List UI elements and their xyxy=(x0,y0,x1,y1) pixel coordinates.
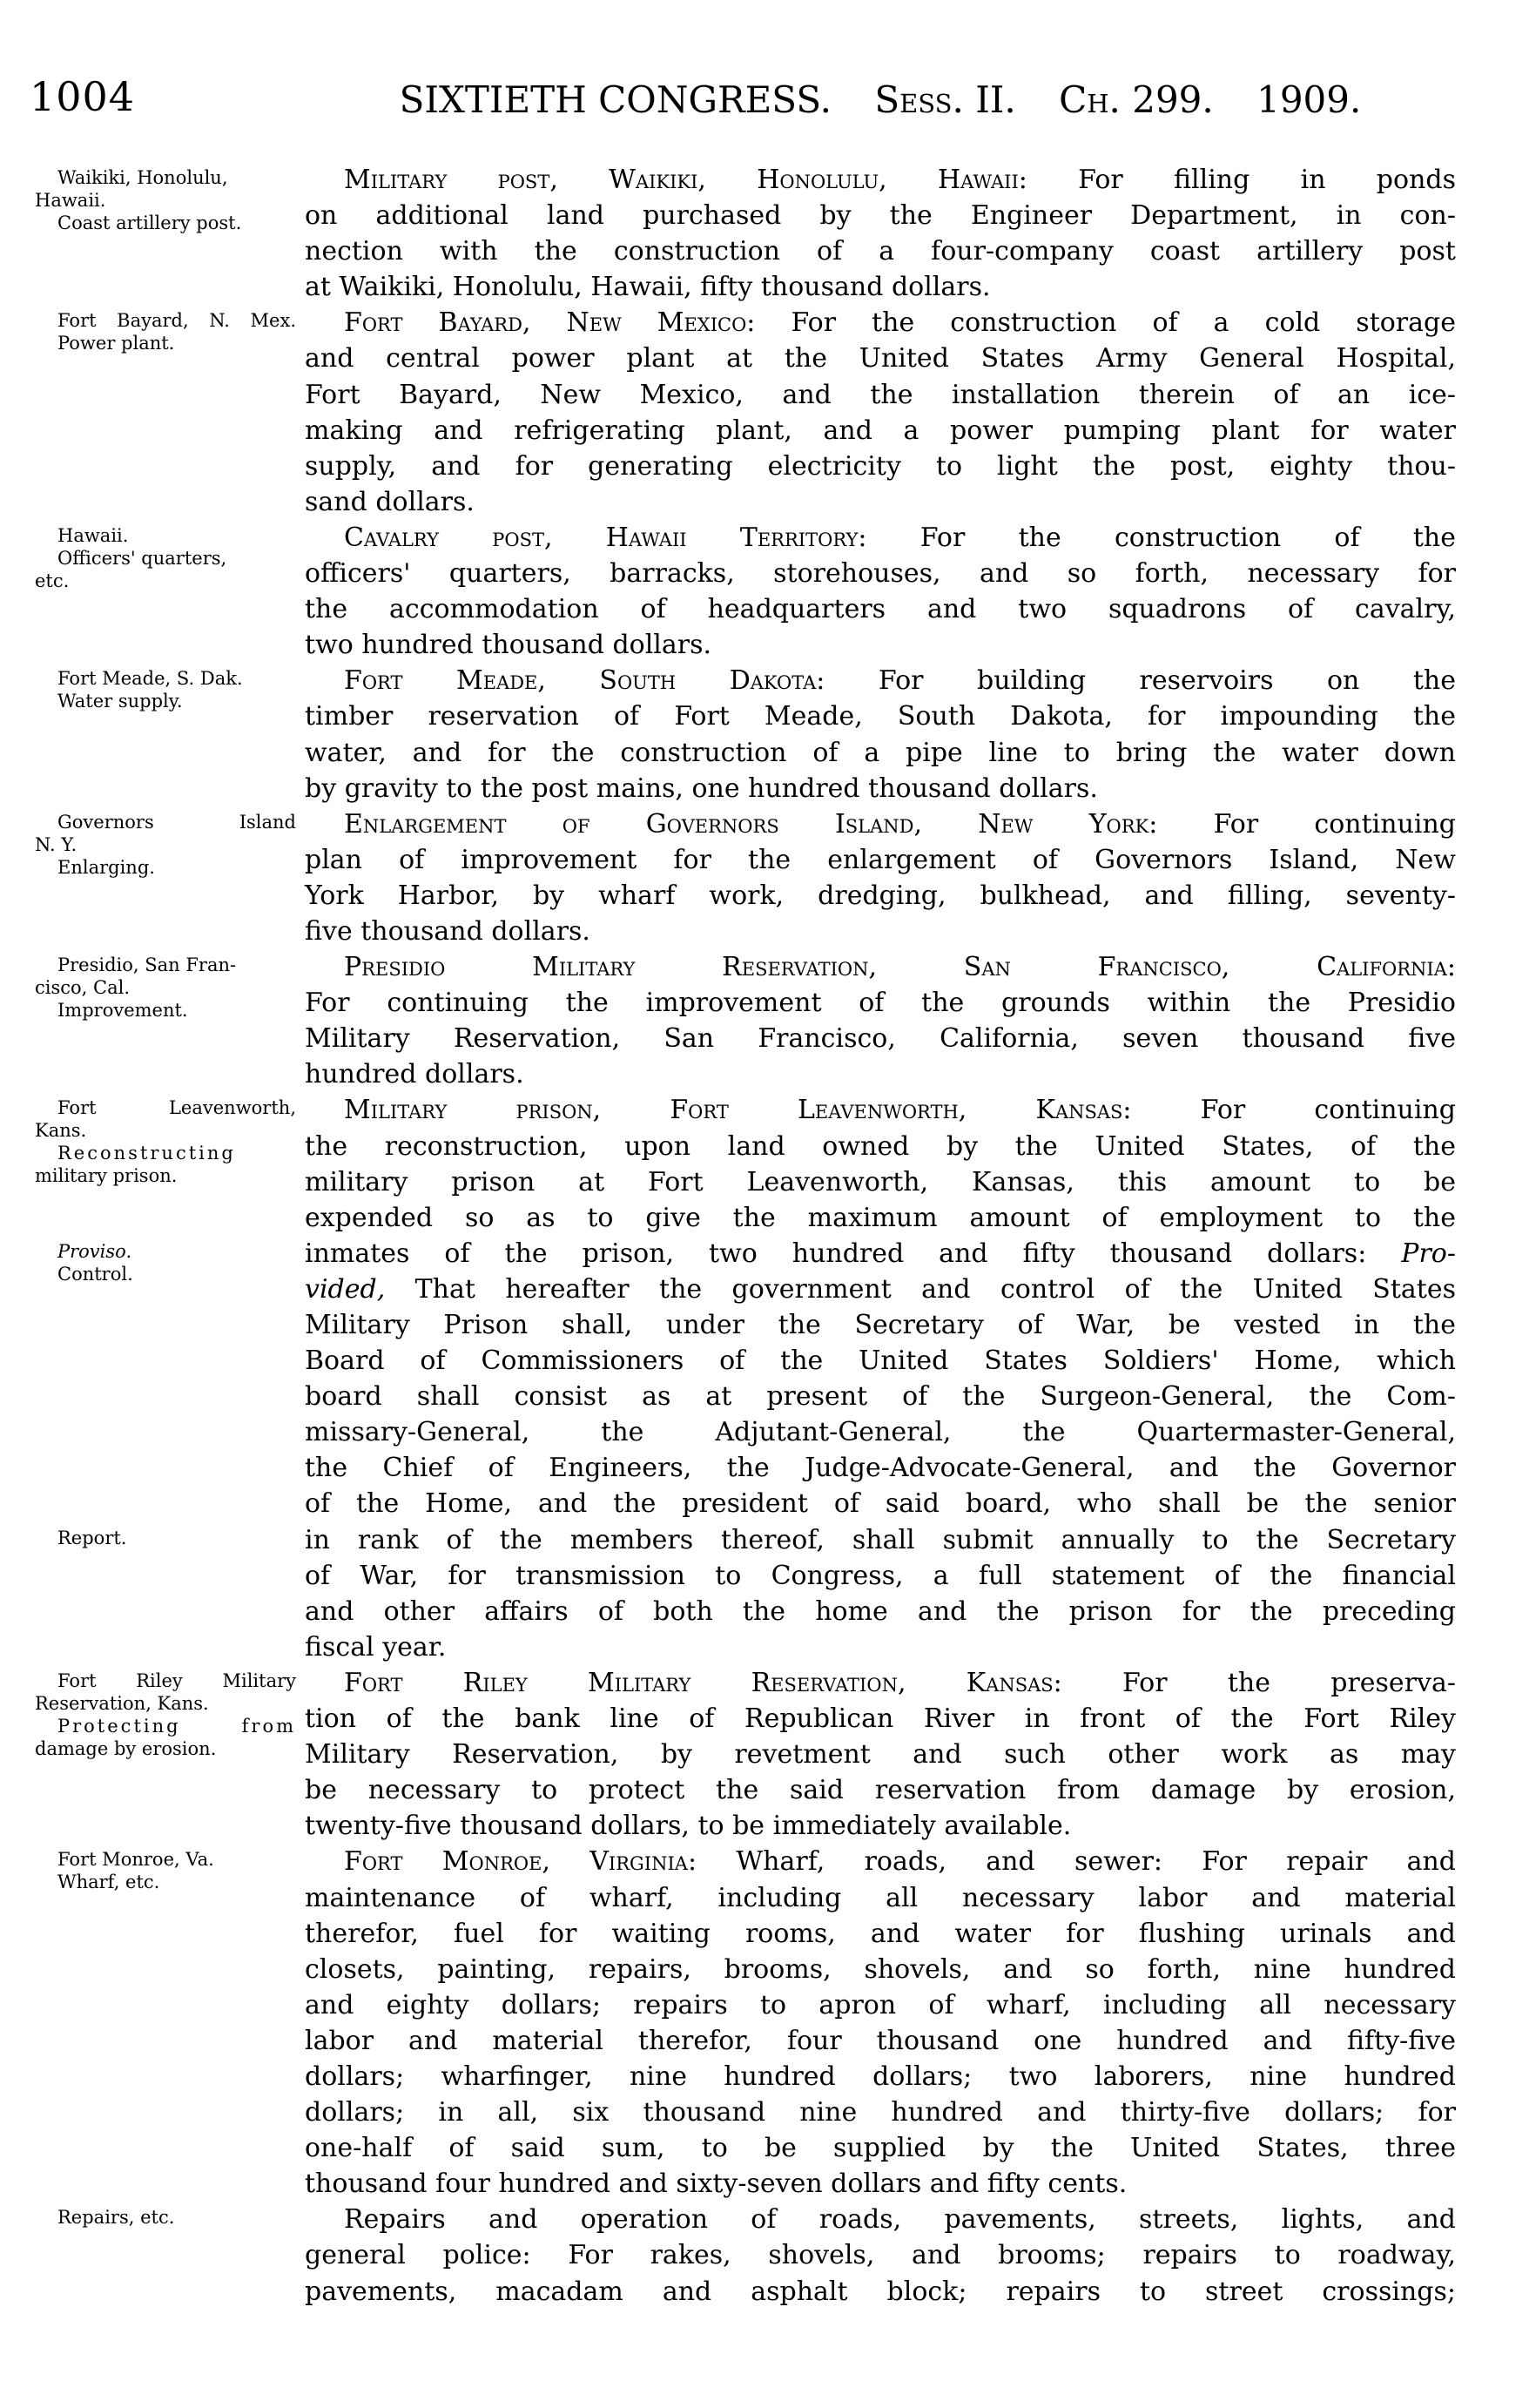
text-segment: York Harbor, by wharf work, dredging, bulkhead, and filling, seventy- xyxy=(305,880,1456,911)
margin-notes xyxy=(35,2202,296,2309)
margin-notes xyxy=(35,949,296,1092)
margin-note xyxy=(35,1142,296,1187)
body-text-line xyxy=(305,520,1456,556)
body-text-line xyxy=(305,1129,1456,1164)
statute-paragraph xyxy=(35,305,1456,520)
text-segment: by gravity to the post mains, one hundred thousand dollars. xyxy=(305,772,1098,804)
text-segment: Military Prison shall, under the Secretary of War, be vested in the xyxy=(305,1310,1456,1340)
statute-paragraph xyxy=(35,2202,1456,2309)
statute-paragraph xyxy=(35,949,1456,1092)
body-text-line xyxy=(305,1737,1456,1772)
body-text-line xyxy=(305,162,1456,198)
text-segment: five thousand dollars. xyxy=(305,915,590,947)
body-text-line xyxy=(305,591,1456,627)
body-text-line xyxy=(305,663,1456,698)
text-segment: maintenance of wharf, including all necessary labor and material xyxy=(305,1882,1456,1913)
italic-text: vided, xyxy=(305,1273,386,1305)
body-text-line xyxy=(305,305,1456,341)
margin-notes xyxy=(35,520,296,663)
margin-note xyxy=(35,1848,296,1871)
text-segment: board shall consist as at present of the Surgeon-General, the Com- xyxy=(305,1381,1456,1413)
text-segment: sand dollars. xyxy=(305,486,475,517)
margin-note xyxy=(35,1669,296,1715)
statute-paragraph xyxy=(35,520,1456,663)
body-text-line xyxy=(305,2130,1456,2166)
body-text-line xyxy=(305,1414,1456,1450)
body-text-line xyxy=(305,233,1456,269)
body-text-line xyxy=(305,1271,1456,1307)
margin-note xyxy=(35,332,296,354)
margin-note-line: N. Y. xyxy=(35,833,77,855)
margin-note-line: Wharf, etc. xyxy=(57,1872,160,1893)
paragraph-body xyxy=(305,1092,1456,1665)
header-chapter: Ch. 299. xyxy=(1059,78,1214,121)
small-caps-heading: Enlargement of Governors Island, New York: xyxy=(344,808,1158,840)
margin-notes xyxy=(35,1665,296,1844)
margin-note-line: Enlarging. xyxy=(57,856,155,878)
text-segment: at Waikiki, Honolulu, Hawaii, fifty thousand dollars. xyxy=(305,272,991,303)
text-segment: and central power plant at the United States Army General Hospital, xyxy=(305,343,1456,374)
text-segment: tion of the bank line of Republican River in front of the Fort Riley xyxy=(305,1703,1456,1735)
text-segment: general police: For rakes, shovels, and brooms; repairs to roadway, xyxy=(305,2240,1456,2271)
body-text-line xyxy=(305,198,1456,233)
text-segment: For continuing xyxy=(1157,808,1457,840)
body-text-line xyxy=(305,1594,1456,1629)
text-segment: fiscal year. xyxy=(305,1631,447,1663)
body-text-line xyxy=(305,1916,1456,1952)
body-text-line xyxy=(305,556,1456,591)
text-segment: Repairs and operation of roads, pavements, streets, lights, and xyxy=(344,2204,1456,2236)
body-text-line xyxy=(305,1522,1456,1558)
body-text-line xyxy=(305,341,1456,376)
text-segment: That hereafter the government and control of the United States xyxy=(385,1273,1456,1305)
paragraph-body xyxy=(305,520,1456,663)
text-segment: expended so as to give the maximum amount of employment to the xyxy=(305,1202,1456,1233)
body-text-line xyxy=(305,1236,1456,1271)
margin-note xyxy=(35,1096,296,1142)
body-text-line xyxy=(305,771,1456,806)
margin-note-line: cisco, Cal. xyxy=(35,977,130,999)
margin-note xyxy=(35,999,296,1022)
text-segment: Military Reservation, by revetment and such other work as may xyxy=(305,1739,1456,1771)
text-segment: of War, for transmission to Congress, a full statement of the financial xyxy=(305,1560,1456,1591)
text-segment: twenty-five thousand dollars, to be immediately available. xyxy=(305,1811,1072,1842)
text-segment: Fort Bayard, New Mexico, and the installation therein of an ice- xyxy=(305,379,1456,410)
text-segment: making and refrigerating plant, and a power pumping plant for water xyxy=(305,415,1456,446)
text-segment: be necessary to protect the said reservation from damage by erosion, xyxy=(305,1775,1456,1806)
statute-paragraph xyxy=(35,663,1456,806)
margin-note-line: Kans. xyxy=(35,1120,87,1142)
paragraph-body xyxy=(305,305,1456,520)
margin-note-line: damage by erosion. xyxy=(35,1737,217,1759)
text-segment: For building reservoirs on the xyxy=(825,665,1456,697)
body-text-line xyxy=(305,1307,1456,1343)
text-segment: two hundred thousand dollars. xyxy=(305,630,712,661)
paragraph-body xyxy=(305,949,1456,1092)
body-text-line xyxy=(305,1450,1456,1486)
margin-note-line: Hawaii. xyxy=(57,524,129,546)
paragraph-body xyxy=(305,663,1456,806)
margin-note-line: Fort Leavenworth, xyxy=(57,1097,296,1119)
paragraph-body xyxy=(305,806,1456,949)
text-segment: therefor, fuel for waiting rooms, and water for flushing urinals and xyxy=(305,1918,1456,1949)
text-segment: Military Reservation, San Francisco, California, seven thousand five xyxy=(305,1023,1456,1055)
body-text-line xyxy=(305,1164,1456,1200)
body-text-line xyxy=(305,806,1456,842)
margin-notes xyxy=(35,806,296,949)
body-text-line xyxy=(305,2166,1456,2202)
margin-note-line: Officers' quarters, xyxy=(57,547,227,569)
text-segment: labor and material therefor, four thousand one hundred and fifty-five xyxy=(305,2025,1456,2056)
text-segment: officers' quarters, barracks, storehouses, and so forth, necessary for xyxy=(305,558,1456,590)
running-header xyxy=(305,78,1456,121)
margin-note-line: military prison. xyxy=(35,1165,178,1187)
body-text-line xyxy=(305,842,1456,878)
text-segment: For the preserva- xyxy=(1061,1667,1457,1698)
margin-note-line: Power plant. xyxy=(57,333,175,354)
body-text-line xyxy=(305,2059,1456,2094)
margin-note xyxy=(35,1871,296,1893)
body-text-line xyxy=(305,2202,1456,2237)
text-segment: and other affairs of both the home and the prison for the preceding xyxy=(305,1595,1456,1627)
body-text-line xyxy=(305,735,1456,771)
text-segment: For the construction of the xyxy=(866,522,1456,553)
margin-note-line: Report. xyxy=(57,1527,127,1548)
statute-paragraph xyxy=(35,1844,1456,2202)
margin-note-line: Presidio, San Fran- xyxy=(57,954,237,976)
margin-note xyxy=(35,1240,296,1285)
margin-note-line: Repairs, etc. xyxy=(57,2207,175,2229)
text-segment: nection with the construction of a four-company coast artillery post xyxy=(305,236,1456,267)
margin-note-line: Improvement. xyxy=(57,1000,188,1022)
small-caps-heading: Fort Meade, South Dakota: xyxy=(344,665,825,697)
margin-notes xyxy=(35,663,296,806)
small-caps-heading: Fort Monroe, Virginia: xyxy=(344,1846,697,1878)
margin-note xyxy=(35,524,296,547)
small-caps-heading: Military post, Waikiki, Honolulu, Hawaii: xyxy=(344,165,1027,195)
text-segment: dollars; wharfinger, nine hundred dollars; two laborers, nine hundred xyxy=(305,2061,1456,2092)
body-text-line xyxy=(305,1021,1456,1056)
text-segment: For continuing xyxy=(1131,1095,1457,1126)
small-caps-heading: Military prison, Fort Leavenworth, Kansas: xyxy=(344,1095,1132,1126)
body-text-line xyxy=(305,2094,1456,2130)
margin-note-line: Fort Bayard, N. Mex. xyxy=(57,310,296,332)
body-text-line xyxy=(305,1629,1456,1665)
body-text-line xyxy=(305,2023,1456,2059)
small-caps-heading: Fort Riley Military Reservation, Kansas: xyxy=(344,1667,1062,1698)
body-text-line xyxy=(305,413,1456,449)
margin-note-line: Protecting from xyxy=(57,1715,296,1737)
margin-note xyxy=(35,2206,296,2229)
margin-note-line: Reservation, Kans. xyxy=(35,1692,209,1714)
paragraph-body xyxy=(305,162,1456,305)
header-year: 1909. xyxy=(1256,78,1362,121)
margin-notes xyxy=(35,162,296,305)
body-text-line xyxy=(305,985,1456,1021)
header-session: Sess. II. xyxy=(874,78,1016,121)
margin-note-line: Fort Meade, S. Dak. xyxy=(57,668,243,690)
paragraph-body xyxy=(305,2202,1456,2309)
margin-note xyxy=(35,1715,296,1760)
text-segment: thousand four hundred and sixty-seven dollars and fifty cents. xyxy=(305,2169,1128,2200)
body-text-line xyxy=(305,698,1456,734)
text-segment: the Chief of Engineers, the Judge-Advocate-General, and the Governor xyxy=(305,1453,1456,1484)
text-segment: Wharf, roads, and sewer: For repair and xyxy=(697,1846,1456,1878)
body-text-line xyxy=(305,1665,1456,1701)
text-segment: the accommodation of headquarters and two squadrons of cavalry, xyxy=(305,594,1456,625)
text-segment: on additional land purchased by the Engineer Department, in con- xyxy=(305,200,1456,232)
body-text-line xyxy=(305,949,1456,985)
margin-note xyxy=(35,212,296,234)
body-text-line xyxy=(305,1486,1456,1521)
body-text-line xyxy=(305,1952,1456,1987)
body-text-line xyxy=(305,1056,1456,1092)
margin-note-line: Fort Monroe, Va. xyxy=(57,1849,214,1871)
body-text-line xyxy=(305,1772,1456,1808)
margin-note xyxy=(35,309,296,332)
body-text-line xyxy=(305,1092,1456,1128)
body-text-line xyxy=(305,484,1456,520)
small-caps-heading: Presidio Military Reservation, San Francisco, California: xyxy=(344,952,1456,983)
paragraph-body xyxy=(305,1844,1456,2202)
margin-note-line: Hawaii. xyxy=(35,190,106,211)
margin-notes xyxy=(35,305,296,520)
body-text-line xyxy=(305,1987,1456,2023)
body-text-line xyxy=(305,449,1456,484)
margin-notes xyxy=(35,1092,296,1665)
margin-note-line: Waikiki, Honolulu, xyxy=(57,167,228,188)
text-segment: one-half of said sum, to be supplied by the United States, three xyxy=(305,2133,1456,2164)
body-text-line xyxy=(305,377,1456,413)
margin-note xyxy=(35,667,296,690)
text-segment: timber reservation of Fort Meade, South Dakota, for impounding the xyxy=(305,701,1456,732)
text-segment: plan of improvement for the enlargement of Governors Island, New xyxy=(305,844,1456,875)
statute-paragraph xyxy=(35,1665,1456,1844)
body-text-line xyxy=(305,1200,1456,1236)
body-text-line xyxy=(305,1701,1456,1737)
body-text-line xyxy=(305,1844,1456,1879)
margin-note xyxy=(35,954,296,999)
body-text-line xyxy=(305,2237,1456,2273)
text-segment: closets, painting, repairs, brooms, shovels, and so forth, nine hundred xyxy=(305,1953,1456,1985)
margin-note xyxy=(35,690,296,712)
margin-note-line: Reconstructing xyxy=(57,1143,236,1164)
text-segment: For the construction of a cold storage xyxy=(755,307,1456,339)
paragraph-body xyxy=(305,1665,1456,1844)
margin-notes xyxy=(35,1844,296,2202)
text-segment: of the Home, and the president of said board, who shall be the senior xyxy=(305,1488,1456,1520)
statute-paragraph xyxy=(35,1092,1456,1665)
margin-note xyxy=(35,166,296,212)
statute-paragraph xyxy=(35,162,1456,305)
text-segment: pavements, macadam and asphalt block; repairs to street crossings; xyxy=(305,2276,1456,2307)
text-segment: missary-General, the Adjutant-General, the Quartermaster-General, xyxy=(305,1417,1456,1448)
margin-note xyxy=(35,811,296,856)
body-text-line xyxy=(305,1808,1456,1844)
text-segment: Board of Commissioners of the United States Soldiers' Home, which xyxy=(305,1346,1456,1377)
body-text-line xyxy=(305,2274,1456,2310)
margin-note-line: Governors Island xyxy=(57,811,296,833)
body-text-line xyxy=(305,627,1456,663)
margin-note-line: Control. xyxy=(57,1263,133,1285)
header-congress: SIXTIETH CONGRESS. xyxy=(399,78,832,121)
margin-note-line: Water supply. xyxy=(57,691,183,712)
body-text-line xyxy=(305,1379,1456,1414)
page-number: 1004 xyxy=(30,73,136,120)
text-segment: inmates of the prison, two hundred and fifty thousand dollars: xyxy=(305,1238,1402,1269)
margin-note xyxy=(35,1527,296,1549)
margin-note xyxy=(35,547,296,592)
text-segment: water, and for the construction of a pipe line to bring the water down xyxy=(305,737,1456,768)
small-caps-heading: Fort Bayard, New Mexico: xyxy=(344,307,756,339)
small-caps-heading: Cavalry post, Hawaii Territory: xyxy=(344,522,867,553)
body-text-line xyxy=(305,1558,1456,1594)
text-segment: For filling in ponds xyxy=(1027,165,1456,195)
margin-note xyxy=(35,856,296,879)
content-area xyxy=(35,162,1456,2310)
text-segment: For continuing the improvement of the grounds within the Presidio xyxy=(305,988,1456,1019)
body-text-line xyxy=(305,269,1456,305)
margin-note-line: Fort Riley Military xyxy=(57,1669,296,1691)
margin-note-line: Coast artillery post. xyxy=(57,212,242,233)
margin-note-line: Proviso. xyxy=(57,1240,132,1262)
body-text-line xyxy=(305,1343,1456,1379)
text-segment: and eighty dollars; repairs to apron of wharf, including all necessary xyxy=(305,1989,1456,2020)
text-segment: the reconstruction, upon land owned by the United States, of the xyxy=(305,1130,1456,1162)
body-text-line xyxy=(305,878,1456,914)
body-text-line xyxy=(305,914,1456,949)
italic-text: Pro- xyxy=(1401,1238,1456,1269)
statute-paragraph xyxy=(35,806,1456,949)
text-segment: hundred dollars. xyxy=(305,1059,524,1090)
margin-note-line: etc. xyxy=(35,570,70,591)
text-segment: military prison at Fort Leavenworth, Kansas, this amount to be xyxy=(305,1166,1456,1197)
text-segment: supply, and for generating electricity to light the post, eighty thou- xyxy=(305,450,1456,482)
text-segment: in rank of the members thereof, shall submit annually to the Secretary xyxy=(305,1524,1456,1555)
body-text-line xyxy=(305,1880,1456,1916)
text-segment: dollars; in all, six thousand nine hundred and thirty-five dollars; for xyxy=(305,2097,1456,2128)
